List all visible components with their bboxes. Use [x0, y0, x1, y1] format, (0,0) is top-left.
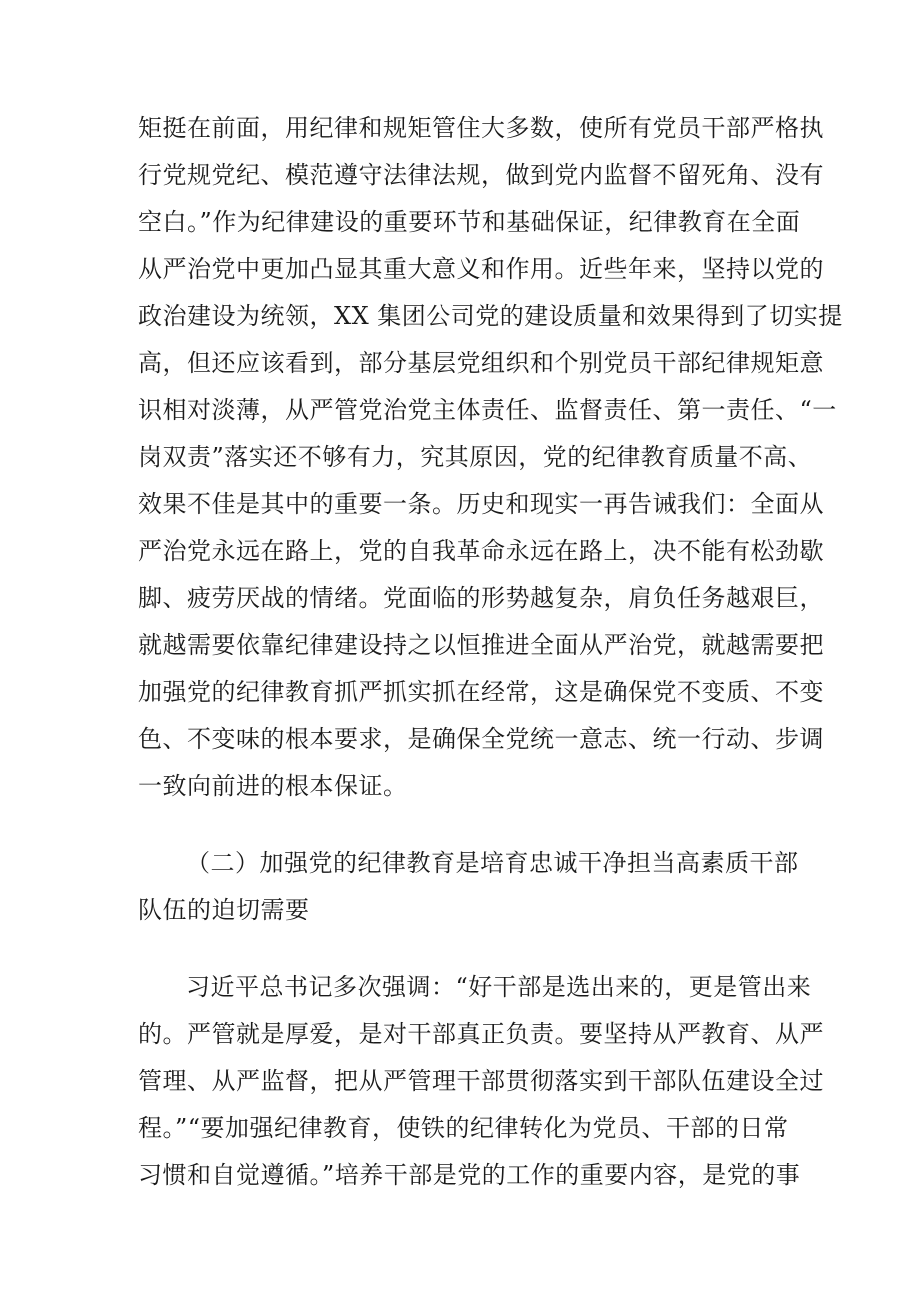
paragraph-line: 加强党的纪律教育抓严抓实抓在经常，这是确保党不变质、不变	[138, 678, 824, 706]
paragraph-line: 岗双责”落实还不够有力，究其原因，党的纪律教育质量不高、	[138, 443, 813, 471]
paragraph-line: 习惯和自觉遵循。”培养干部是党的工作的重要内容，是党的事	[138, 1161, 801, 1189]
paragraph-line: 行党规党纪、模范遵守法律法规，做到党内监督不留死角、没有	[138, 161, 824, 189]
paragraph-line: 效果不佳是其中的重要一条。历史和现实一再告诫我们：全面从	[138, 490, 824, 518]
paragraph-line: 政治建设为统领，XX 集团公司党的建设质量和效果得到了切实提	[138, 302, 843, 330]
heading-line: （二）加强党的纪律教育是培育忠诚干净担当高素质干部	[186, 849, 799, 877]
paragraph-line: 从严治党中更加凸显其重大意义和作用。近些年来，坚持以党的	[138, 255, 824, 283]
paragraph-line: 管理、从严监督，把从严管理干部贯彻落实到干部队伍建设全过	[138, 1067, 824, 1095]
paragraph-line: 矩挺在前面，用纪律和规矩管住大多数，使所有党员干部严格执	[138, 114, 824, 142]
paragraph-line: 严治党永远在路上，党的自我革命永远在路上，决不能有松劲歇	[138, 537, 824, 565]
paragraph-line: 空白。”作为纪律建设的重要环节和基础保证，纪律教育在全面	[138, 208, 801, 236]
paragraph-line: 就越需要依靠纪律建设持之以恒推进全面从严治党，就越需要把	[138, 631, 824, 659]
paragraph-line: 脚、疲劳厌战的情绪。党面临的形势越复杂，肩负任务越艰巨，	[138, 584, 824, 612]
paragraph-line: 高，但还应该看到，部分基层党组织和个别党员干部纪律规矩意	[138, 349, 824, 377]
paragraph-line: 识相对淡薄，从严管党治党主体责任、监督责任、第一责任、“一	[138, 396, 837, 424]
heading-line: 队伍的迫切需要	[138, 896, 310, 924]
paragraph-line: 习近平总书记多次强调：“好干部是选出来的，更是管出来	[186, 973, 812, 1001]
paragraph-line: 的。严管就是厚爱，是对干部真正负责。要坚持从严教育、从严	[138, 1020, 824, 1048]
paragraph-line: 一致向前进的根本保证。	[138, 772, 408, 800]
paragraph-line: 程。”“要加强纪律教育，使铁的纪律转化为党员、干部的日常	[138, 1114, 789, 1142]
paragraph-line: 色、不变味的根本要求，是确保全党统一意志、统一行动、步调	[138, 725, 824, 753]
